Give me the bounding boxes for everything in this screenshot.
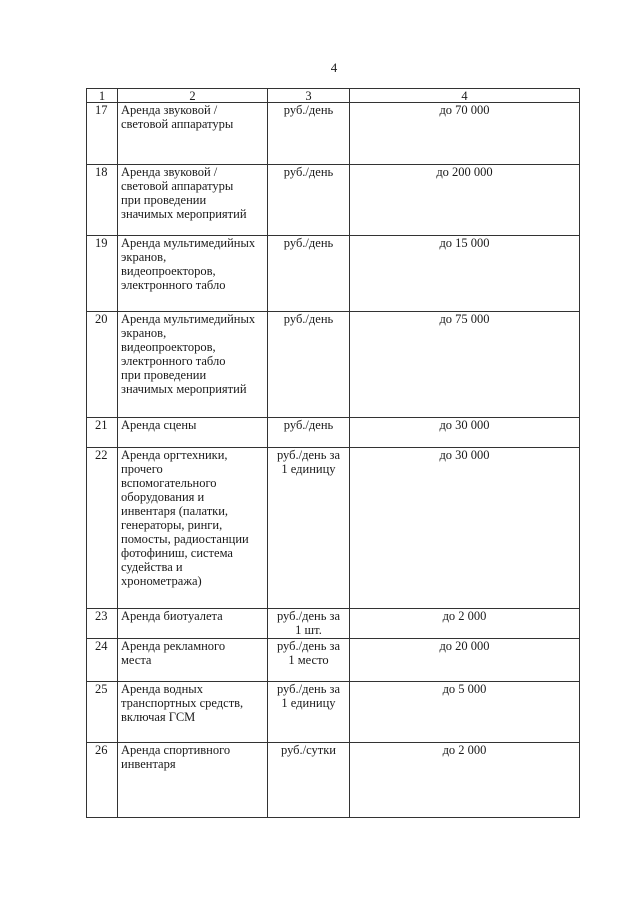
table-row	[87, 639, 580, 682]
row-number: 24	[87, 639, 118, 682]
price-table	[86, 88, 580, 818]
row-unit: руб./день	[268, 165, 350, 236]
row-service-name: Аренда сцены	[118, 418, 268, 448]
row-unit: руб./день	[268, 312, 350, 418]
table-row	[87, 609, 580, 639]
row-service-name: Аренда звуковой / световой аппаратуры	[118, 103, 268, 165]
row-price: до 15 000	[350, 236, 580, 312]
row-price: до 20 000	[350, 639, 580, 682]
row-price: до 200 000	[350, 165, 580, 236]
table-row	[87, 682, 580, 743]
header-col-3: 3	[268, 89, 350, 103]
table-row	[87, 448, 580, 609]
row-number: 25	[87, 682, 118, 743]
row-service-name: Аренда мультимедийных экранов, видеопроекторов, электронного табло при проведении значимых мероприятий	[118, 312, 268, 418]
row-unit: руб./день за 1 единицу	[268, 448, 350, 609]
header-col-1: 1	[87, 89, 118, 103]
header-col-2: 2	[118, 89, 268, 103]
row-unit: руб./день за 1 единицу	[268, 682, 350, 743]
row-price: до 30 000	[350, 448, 580, 609]
row-number: 17	[87, 103, 118, 165]
row-price: до 2 000	[350, 609, 580, 639]
header-col-4: 4	[350, 89, 580, 103]
row-unit: руб./день	[268, 418, 350, 448]
row-unit: руб./день за 1 место	[268, 639, 350, 682]
row-service-name: Аренда звуковой / световой аппаратуры при проведении значимых мероприятий	[118, 165, 268, 236]
row-number: 19	[87, 236, 118, 312]
row-price: до 5 000	[350, 682, 580, 743]
row-service-name: Аренда мультимедийных экранов, видеопроекторов, электронного табло	[118, 236, 268, 312]
row-number: 21	[87, 418, 118, 448]
row-service-name: Аренда биотуалета	[118, 609, 268, 639]
row-number: 22	[87, 448, 118, 609]
row-unit: руб./день за 1 шт.	[268, 609, 350, 639]
row-service-name: Аренда оргтехники, прочего вспомогательного оборудования и инвентаря (палатки, генераторы, ринги, помосты, радиостанции фотофиниш, система судейства и хронометража)	[118, 448, 268, 609]
row-number: 20	[87, 312, 118, 418]
table-row	[87, 312, 580, 418]
row-price: до 2 000	[350, 743, 580, 818]
row-number: 23	[87, 609, 118, 639]
row-price: до 30 000	[350, 418, 580, 448]
row-unit: руб./сутки	[268, 743, 350, 818]
row-unit: руб./день	[268, 103, 350, 165]
row-service-name: Аренда спортивного инвентаря	[118, 743, 268, 818]
table-row	[87, 743, 580, 818]
row-price: до 70 000	[350, 103, 580, 165]
table-row	[87, 236, 580, 312]
table-row	[87, 418, 580, 448]
row-service-name: Аренда водных транспортных средств, включая ГСМ	[118, 682, 268, 743]
table-header-row	[87, 89, 580, 103]
row-price: до 75 000	[350, 312, 580, 418]
page-number: 4	[330, 60, 338, 75]
table-row	[87, 165, 580, 236]
row-unit: руб./день	[268, 236, 350, 312]
row-service-name: Аренда рекламного места	[118, 639, 268, 682]
row-number: 26	[87, 743, 118, 818]
table-row	[87, 103, 580, 165]
row-number: 18	[87, 165, 118, 236]
